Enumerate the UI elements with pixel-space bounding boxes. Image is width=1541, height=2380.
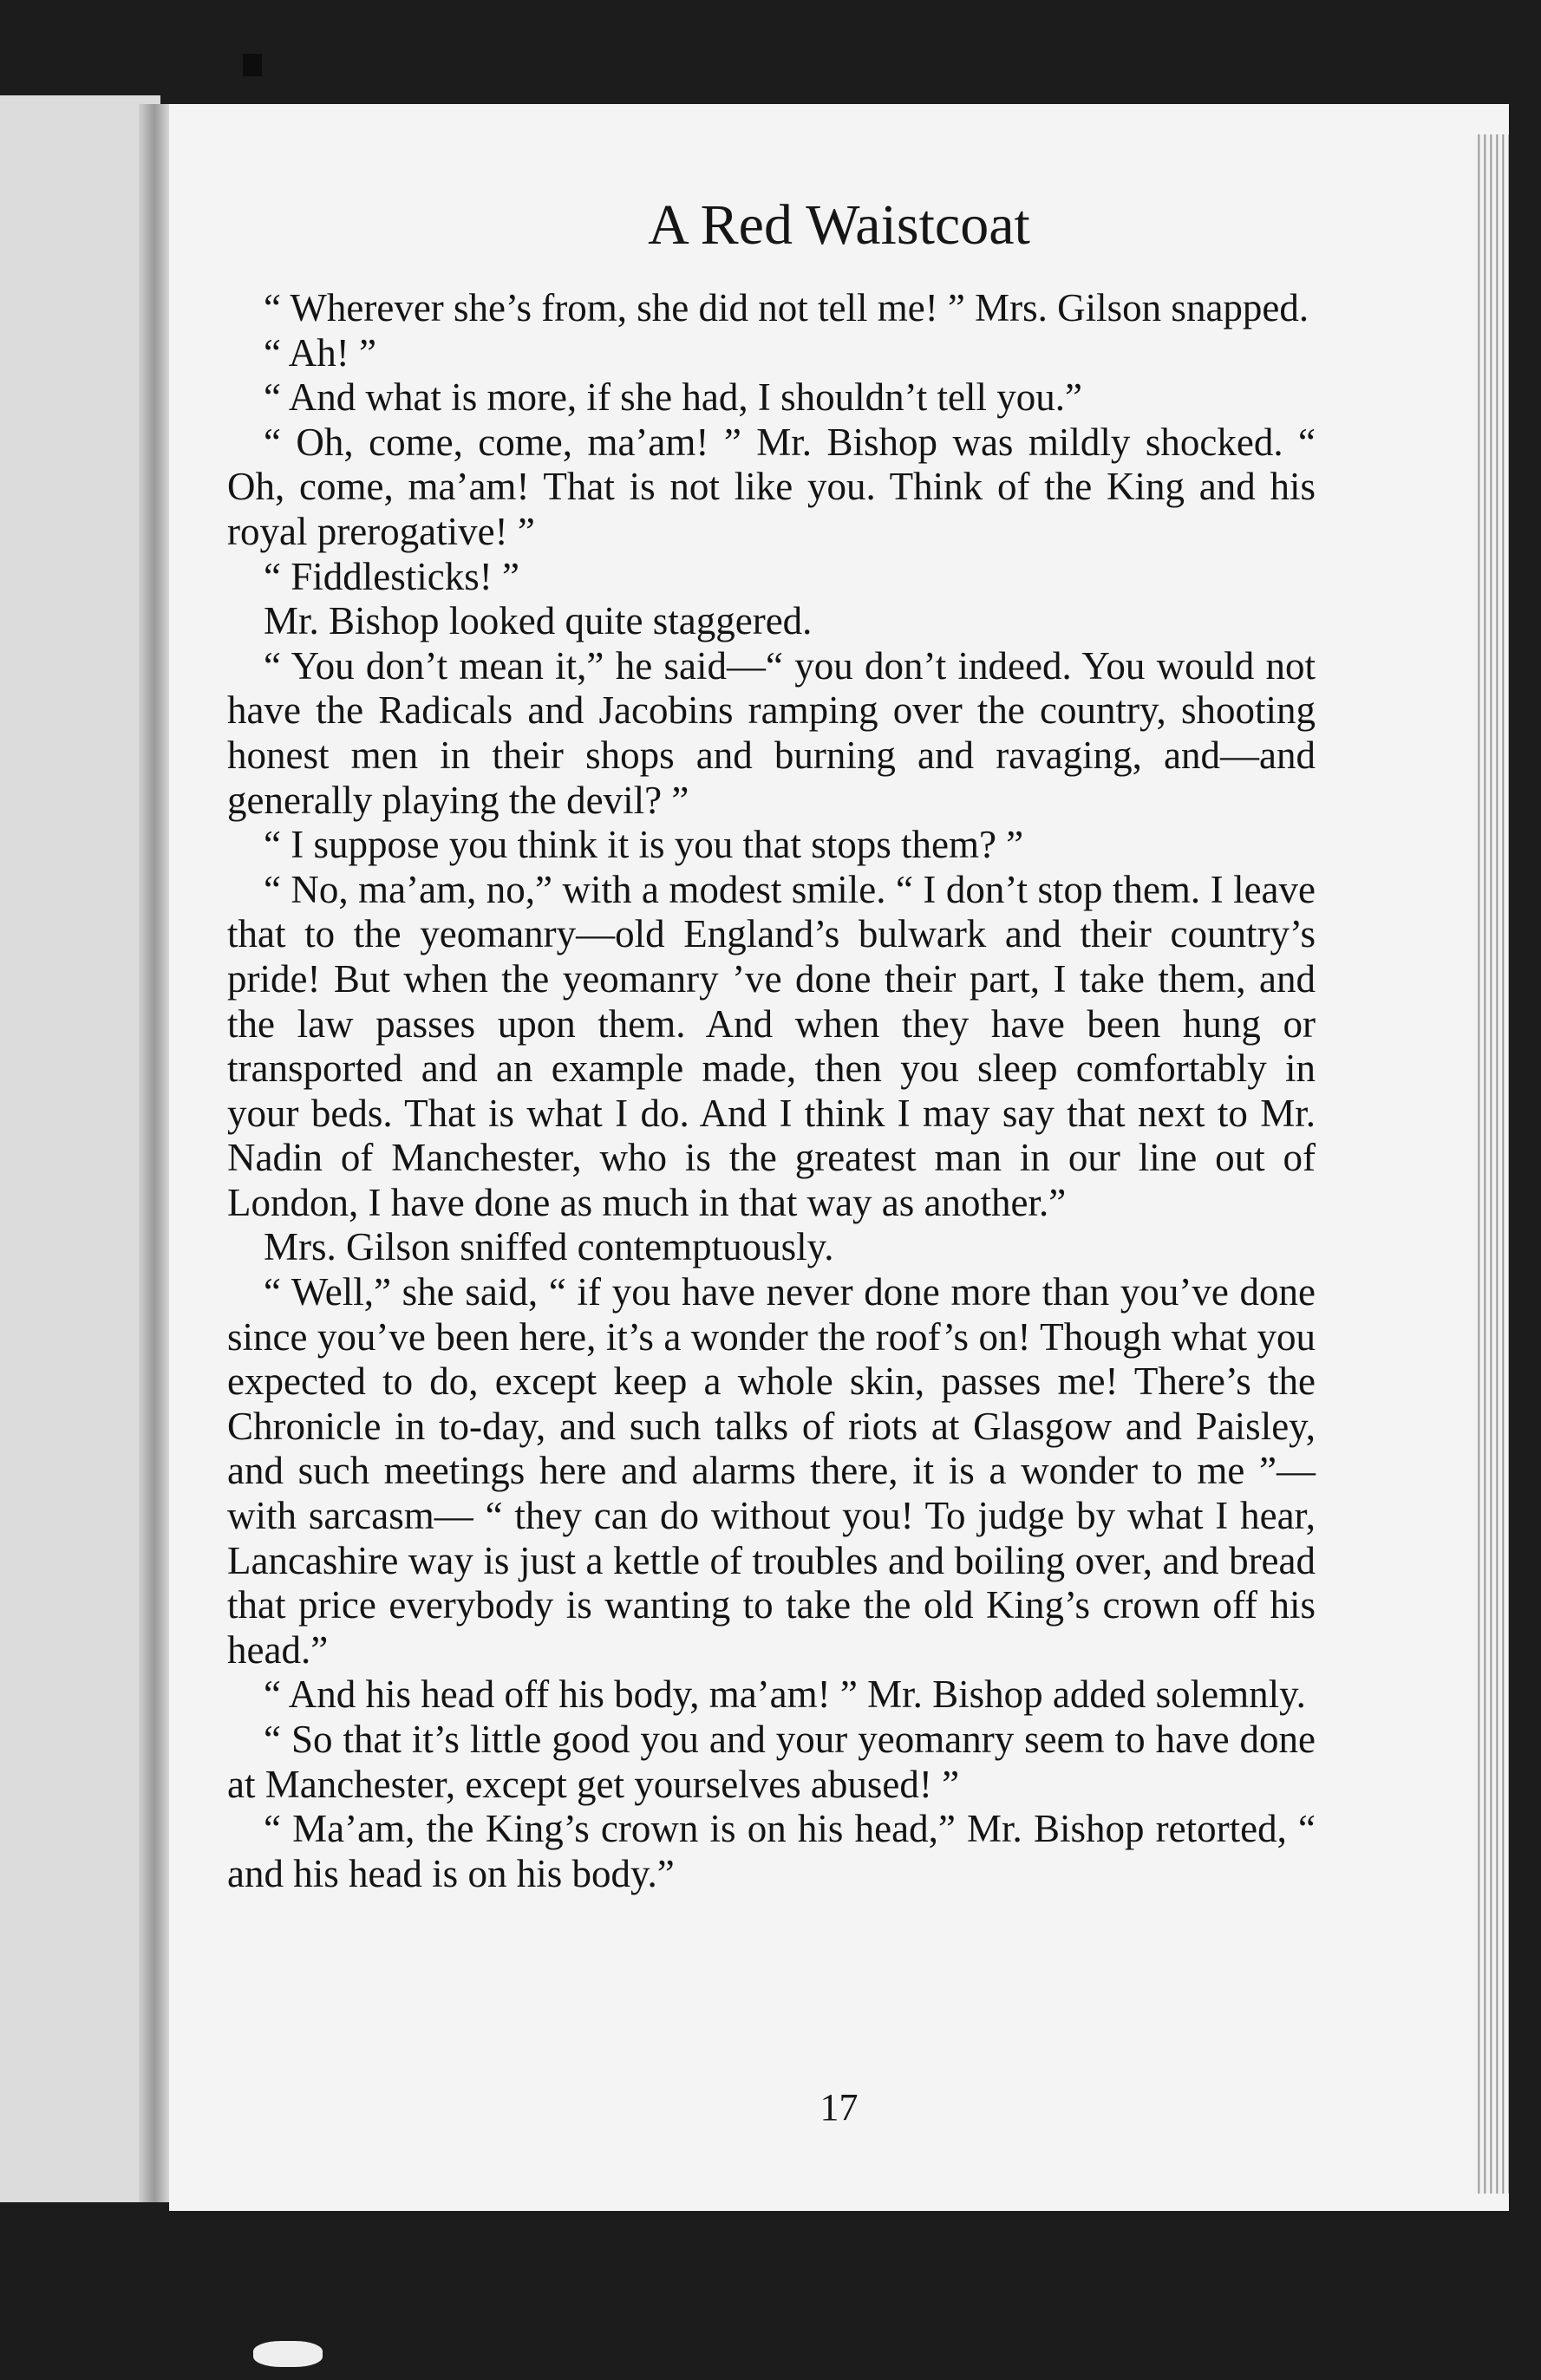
paragraph: “ You don’t mean it,” he said—“ you don’t indeed. You would not have the Radicals and Jacobins ramping over the country, shooting honest men in their shops and burning and ravaging, and—and generally playing the devil? ”: [227, 643, 1316, 822]
paragraph: “ Fiddlesticks! ”: [264, 554, 519, 598]
paragraph: “ Ma’am, the King’s crown is on his head,” Mr. Bishop retorted, “ and his head is on his body.”: [227, 1807, 1316, 1895]
paragraph: “ And what is more, if she had, I shouldn’t tell you.”: [264, 375, 1083, 420]
facing-page-edge: [0, 95, 160, 2202]
paragraph: Mrs. Gilson sniffed contemptuously.: [264, 1225, 834, 1269]
paragraph: “ Oh, come, come, ma’am! ” Mr. Bishop was mildly shocked. “ Oh, come, ma’am! That is not like you. Think of the King and his royal prerogative! ”: [227, 420, 1316, 553]
book-gutter: [139, 104, 173, 2202]
running-header: A Red Waistcoat: [648, 193, 1030, 257]
page-number: 17: [819, 2086, 859, 2129]
paragraph: “ So that it’s little good you and your yeomanry seem to have done at Manchester, except get yourselves abused! ”: [227, 1718, 1316, 1806]
body-text: [227, 286, 1316, 1896]
paragraph: “ And his head off his body, ma’am! ” Mr. Bishop added solemnly.: [264, 1673, 1306, 1717]
scan-speck: [253, 2341, 323, 2367]
paragraph: “ Ah! ”: [264, 330, 376, 375]
page-stack-edge: [1474, 134, 1509, 2194]
scan-speck: [243, 54, 262, 76]
paragraph: “ No, ma’am, no,” with a modest smile. “ I don’t stop them. I leave that to the yeomanry—old England’s bulwark and their country’s pride! But when the yeomanry ’ve done their part, I take them, and the law passes upon them. And when they have been hung or transported and an example made, then you sleep comfortably in your beds. That is what I do. And I think I may say that next to Mr. Nadin of Manchester, who is the greatest man in our line out of London, I have done as much in that way as another.”: [227, 867, 1316, 1224]
paragraph: “ Well,” she said, “ if you have never done more than you’ve done since you’ve been here, it’s a wonder the roof’s on! Though what you expected to do, except keep a whole skin, passes me! There’s the Chronicle in to-day, and such talks of riots at Glasgow and Paisley, and such meetings here and alarms there, it is a wonder to me ”— with sarcasm— “ they can do without you! To judge by what I hear, Lancashire way is just a kettle of troubles and boiling over, and bread that price everybody is wanting to take the old King’s crown off his head.”: [227, 1270, 1316, 1672]
paragraph: Mr. Bishop looked quite staggered.: [264, 599, 813, 643]
paragraph: “ I suppose you think it is you that stops them? ”: [264, 823, 1024, 867]
paragraph: “ Wherever she’s from, she did not tell me! ” Mrs. Gilson snapped.: [264, 286, 1309, 329]
